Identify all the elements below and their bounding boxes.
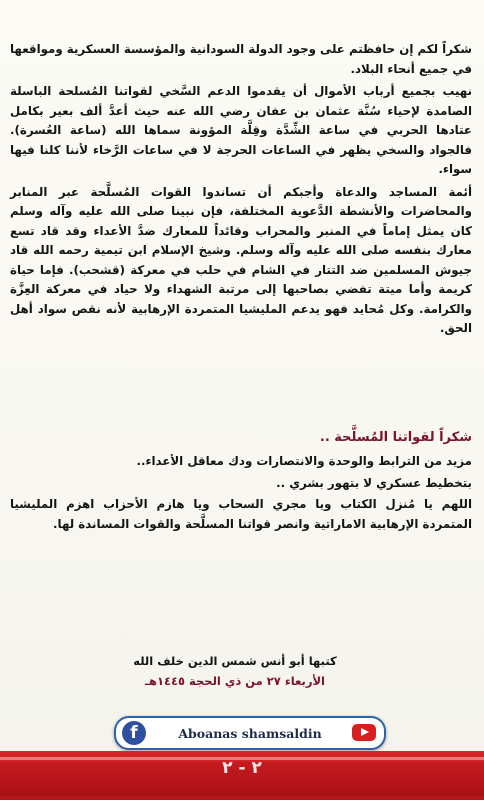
signature	[90, 651, 380, 691]
signature-author: كتبها أبو أنس شمس الدين خلف الله	[133, 654, 337, 668]
closing-line-3: اللهم يا مُنزل الكتاب ويا مجري السحاب ويا هازم الأحزاب اهزم المليشيا المتمردة الإرهابية الاماراتية وانصر قواتنا المسلَّحة والقوات المساندة لها.	[10, 497, 472, 531]
facebook-icon[interactable]: f	[122, 721, 146, 745]
social-handle: Aboanas shamsaldin	[178, 725, 322, 741]
paragraph-3: أئمة المساجد والدعاة وأجبكم أن تساندوا القوات المُسلَّحة عبر المنابر والمحاضرات والأنشطة الدَّعوية المختلفة، فإن نبينا صلى الله عليه وآله وسلم كان يمثل إماماً في المنبر والمحراب وقائداً للمعارك ضدَّ الأعداء وقد قاد تسع معارك بنفسه صلى الله عليه وآله وسلم. وشيخ الإسلام ابن تيمية رحمه الله قاد جيوش المسلمين ضد التتار في الشام في حلب في معركة (قشحب). فإما حياة كريمة وأما ميتة تفضي بصاحبها إلى مرتبة الشهداء ولا حياد في معركة العِزَّة والكرامة. وكل مُحايد فهو يدعم المليشيا المتمردة الإرهابية لأنه نقص سواد أهل الحق.	[10, 184, 472, 335]
thanks-heading: شكراً لقواتنا المُسلَّحة ..	[319, 430, 472, 445]
signature-date: الأربعاء ٢٧ من ذي الحجة ١٤٤٥هـ	[145, 674, 325, 688]
page-number: ٢ - ٢	[222, 758, 262, 778]
closing-line-1: مزيد من الترابط والوحدة والانتصارات ودك معاقل الأعداء..	[136, 454, 472, 468]
paragraph-1: شكراً لكم إن حافظتم على وجود الدولة السودانية والمؤسسة العسكرية ومواقعها في جميع أنحاء البلاد.	[10, 42, 472, 76]
body-text	[10, 40, 472, 342]
social-bar[interactable]	[114, 716, 386, 750]
closing-text	[10, 452, 472, 536]
closing-line-2: بتخطيط عسكري لا بتهور بشري ..	[276, 475, 472, 490]
youtube-icon[interactable]	[352, 724, 376, 741]
paragraph-2: نهيب بجميع أرباب الأموال أن يقدموا الدعم السَّخي لقواتنا المُسلحة الباسلة الصامدة لإحياء سُنَّة عثمان بن عفان رضي الله عنه حيث أعدَّ ألف بعير بكامل عتادها الحربي في ساعة الشِّدَّة وقِلَّة المؤونة سماها الله (ساعة العُسرة). فالجواد والسخي يظهر في الساعات الحرجة لا في ساعات الرَّخاء لأننا كلنا فيها سواء.	[10, 84, 472, 176]
